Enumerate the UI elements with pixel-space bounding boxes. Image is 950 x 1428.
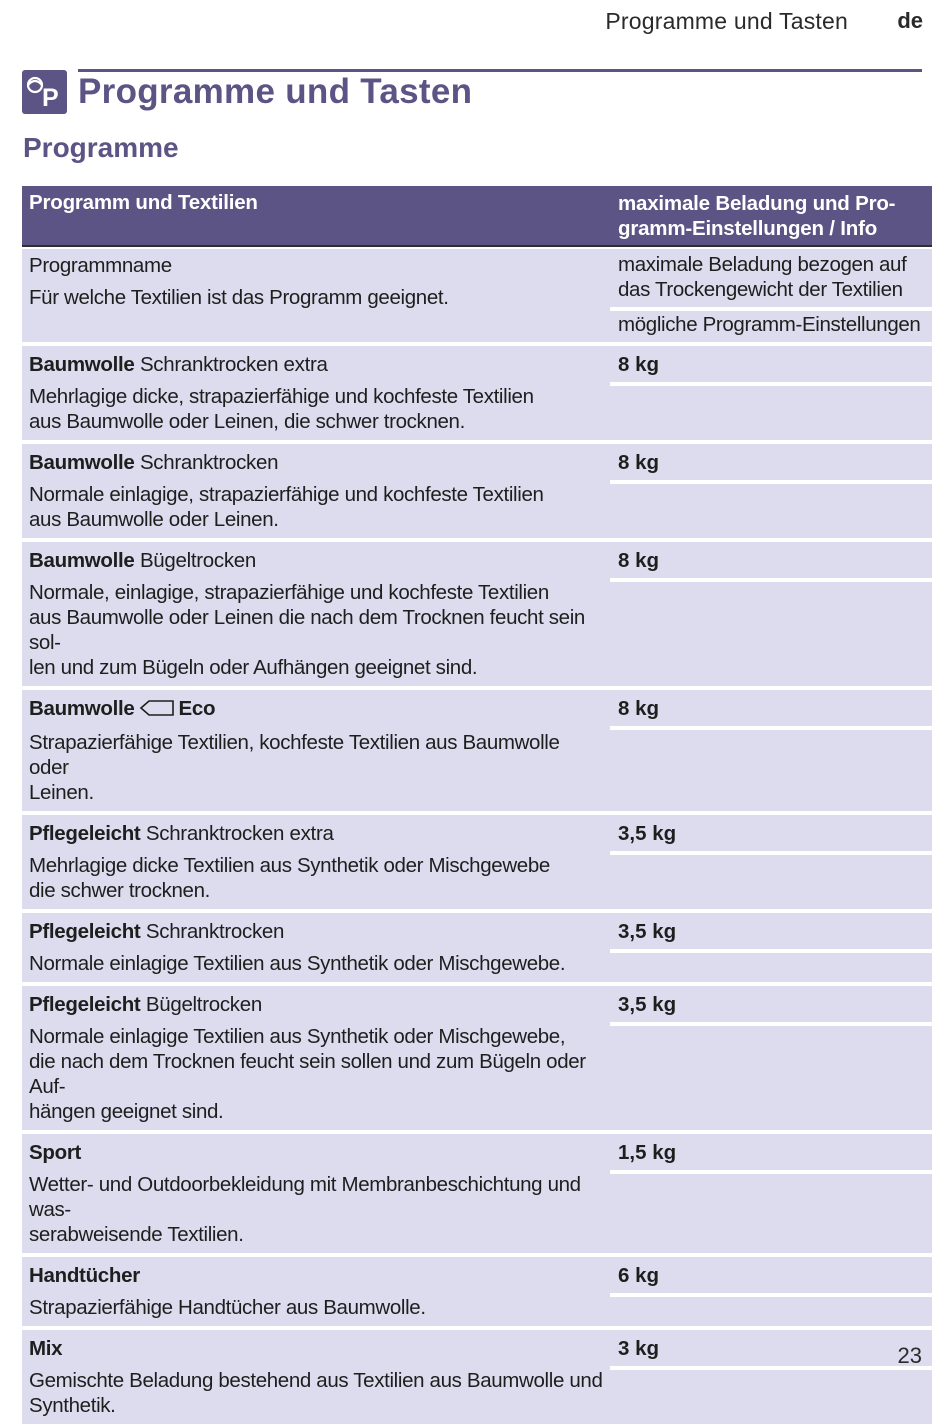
programme-description [29,730,603,805]
header-programme-textiles: Programm und Textilien [29,191,258,214]
legend-programme-name: Programmname [29,254,172,277]
max-load-cell [610,815,932,855]
page-number: 23 [897,1343,922,1368]
eco-arrow-icon [139,698,175,723]
legend-max-load-line-2: das Trockengewicht der Textilien [618,278,903,301]
programme-group: Baumwolle [29,549,135,572]
header-max-load-line-1: maximale Beladung und Pro- [618,192,896,215]
max-load-value: 1,5 kg [618,1141,677,1164]
description-line: hängen geeignet sind. [29,1100,224,1123]
programme-group: Sport [29,1141,82,1164]
description-line: Mehrlagige dicke Textilien aus Synthetik oder Mischgewebe [29,854,550,877]
programme-description [29,1295,603,1320]
max-load-cell [610,690,932,730]
section-title: Programme [23,132,179,163]
table-row [22,1330,932,1428]
legend-max-load-line-1: maximale Beladung bezogen auf [618,253,907,276]
programme-name [29,1140,603,1165]
legend-max-load-cell [610,249,932,311]
programme-description [29,853,603,903]
programme-variant: Schranktrocken [139,451,279,474]
description-line: serabweisende Textilien. [29,1223,244,1246]
programme-group: Baumwolle [29,697,135,720]
settings-cell [610,953,932,982]
table-row [22,1134,932,1257]
description-line: Leinen. [29,781,94,804]
chapter-title: Programme und Tasten [78,72,473,111]
description-line: Strapazierfähige Textilien, kochfeste Textilien aus Baumwolle oder [29,731,560,779]
programme-cell [22,815,610,909]
programme-cell [22,444,610,538]
programme-description [29,1368,603,1418]
description-line: aus Baumwolle oder Leinen, die schwer trocknen. [29,410,465,433]
settings-cell [610,1297,932,1326]
load-cell [610,346,932,440]
programme-group: Handtücher [29,1264,140,1287]
legend-description: Für welche Textilien ist das Programm geeignet. [29,286,449,309]
programme-name [29,821,603,846]
settings-cell [610,1026,932,1130]
running-head-title: Programme und Tasten [605,8,848,34]
description-line: Normale einlagige Textilien aus Synthetik oder Mischgewebe, [29,1025,566,1048]
programme-variant: Bügeltrocken [145,993,262,1016]
table-row [22,1257,932,1330]
programme-description [29,384,603,434]
programme-group: Pflegeleicht [29,993,141,1016]
settings-cell [610,730,932,811]
settings-cell [610,1370,932,1424]
load-cell [610,1257,932,1326]
load-cell [610,815,932,909]
programme-name [29,548,603,573]
description-line: aus Baumwolle oder Leinen. [29,508,279,531]
max-load-cell [610,1134,932,1174]
programme-description [29,1024,603,1124]
programme-description [29,951,603,976]
load-cell [610,542,932,686]
programme-description [29,482,603,532]
language-code: de [897,8,923,33]
description-line: Normale einlagige Textilien aus Synthetik oder Mischgewebe. [29,952,566,975]
programme-table [22,186,932,1428]
programme-cell [22,1134,610,1253]
max-load-value: 3,5 kg [618,920,677,943]
programme-description [29,1172,603,1247]
description-line: Normale, einlagige, strapazierfähige und kochfeste Textilien [29,581,549,604]
legend-settings-text: mögliche Programm-Einstellungen [618,313,921,336]
max-load-cell [610,444,932,484]
programme-variant: Bügeltrocken [139,549,256,572]
load-cell [610,1134,932,1253]
programme-cell [22,1257,610,1326]
programme-name [29,919,603,944]
description-line: die nach dem Trocknen feucht sein sollen und zum Bügeln oder Auf- [29,1050,586,1098]
programme-icon [22,70,67,114]
load-cell [610,986,932,1130]
max-load-value: 3,5 kg [618,822,677,845]
description-line: Synthetik. [29,1394,116,1417]
max-load-value: 3 kg [618,1337,660,1360]
max-load-value: 6 kg [618,1264,660,1287]
table-row [22,913,932,986]
header-max-load [618,191,918,241]
description-line: Mehrlagige dicke, strapazierfähige und kochfeste Textilien [29,385,534,408]
programme-name [29,450,603,475]
max-load-cell [610,346,932,386]
settings-cell [610,855,932,909]
programme-group: Baumwolle [29,353,135,376]
settings-cell [610,1174,932,1253]
load-cell [610,690,932,811]
programme-name [29,696,603,723]
max-load-cell [610,913,932,953]
programme-variant: Schranktrocken extra [139,353,328,376]
svg-text:P: P [42,84,59,112]
description-line: aus Baumwolle oder Leinen die nach dem Trocknen feucht sein sol- [29,606,585,654]
description-line: Strapazierfähige Handtücher aus Baumwolle. [29,1296,426,1319]
description-line: Normale einlagige, strapazierfähige und kochfeste Textilien [29,483,544,506]
max-load-value: 3,5 kg [618,993,677,1016]
programme-variant: Schranktrocken [145,920,285,943]
programme-group: Baumwolle [29,451,135,474]
programme-cell [22,913,610,982]
load-cell [610,444,932,538]
max-load-value: 8 kg [618,549,660,572]
max-load-cell [610,986,932,1026]
table-row [22,815,932,913]
settings-cell [610,386,932,440]
description-line: len und zum Bügeln oder Aufhängen geeignet sind. [29,656,478,679]
programme-name [29,352,603,377]
legend-settings-cell [610,311,932,342]
table-row [22,542,932,690]
programme-name [29,992,603,1017]
programme-group: Pflegeleicht [29,920,141,943]
programme-variant: Schranktrocken extra [145,822,334,845]
programme-cell [22,690,610,811]
max-load-value: 8 kg [618,353,660,376]
table-row [22,690,932,815]
legend-row [22,249,932,346]
table-header [22,186,932,247]
table-row [22,986,932,1134]
description-line: die schwer trocknen. [29,879,211,902]
description-line: Wetter- und Outdoorbekleidung mit Membranbeschichtung und was- [29,1173,581,1221]
legend-left-cell [22,249,610,342]
settings-cell [610,582,932,686]
table-row [22,444,932,542]
max-load-cell [610,1330,932,1370]
max-load-cell [610,1257,932,1297]
programme-cell [22,1330,610,1424]
programme-cell [22,542,610,686]
load-cell [610,1330,932,1424]
programme-description [29,580,603,680]
load-cell [610,913,932,982]
programme-rows [22,346,932,1428]
programme-group: Pflegeleicht [29,822,141,845]
programme-group: Mix [29,1337,63,1360]
description-line: Gemischte Beladung bestehend aus Textilien aus Baumwolle und [29,1369,603,1392]
programme-name [29,1336,603,1361]
programme-variant: Eco [178,697,216,720]
max-load-value: 8 kg [618,451,660,474]
table-row [22,346,932,444]
max-load-cell [610,542,932,582]
settings-cell [610,484,932,538]
header-max-load-line-2: gramm-Einstellungen / Info [618,217,878,240]
max-load-value: 8 kg [618,697,660,720]
running-head [0,8,950,36]
programme-cell [22,346,610,440]
legend-right-cell [610,249,932,342]
programme-name [29,1263,603,1288]
programme-cell [22,986,610,1130]
